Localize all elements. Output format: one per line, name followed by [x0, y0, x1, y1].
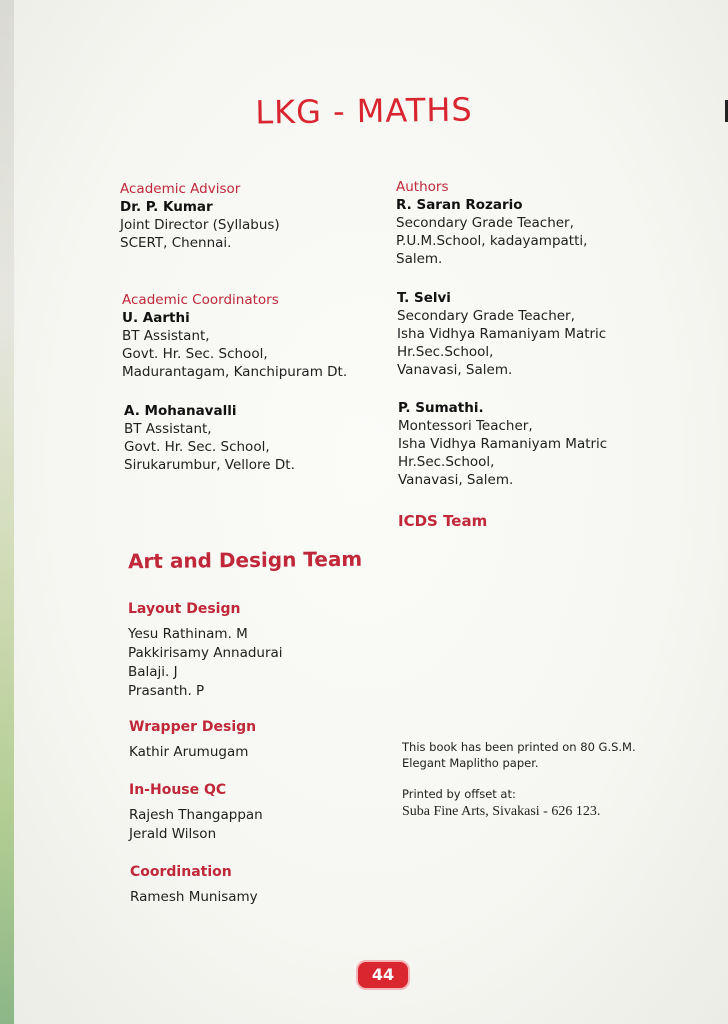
coordinator-name: U. Aarthi	[122, 310, 190, 326]
page-title: LKG - MATHS	[255, 90, 473, 132]
author-line: Isha Vidhya Ramaniyam Matric	[398, 436, 608, 452]
author-line: Vanavasi, Salem.	[398, 472, 514, 488]
author-line: Secondary Grade Teacher,	[396, 215, 574, 231]
advisor-line: SCERT, Chennai.	[120, 235, 232, 251]
author-line: Hr.Sec.School,	[398, 454, 495, 470]
coordinator-block	[124, 402, 295, 474]
coordinator-line: Govt. Hr. Sec. School,	[124, 439, 270, 455]
coordinator-name: A. Mohanavalli	[124, 403, 237, 419]
advisor-name: Dr. P. Kumar	[120, 199, 213, 215]
team-member: Balaji. J	[128, 664, 178, 680]
wrapper-design-heading: Wrapper Design	[129, 719, 257, 735]
book-spine-edge	[0, 0, 14, 1024]
coordination-heading: Coordination	[130, 864, 232, 880]
author-block	[398, 399, 607, 489]
author-name: R. Saran Rozario	[396, 197, 523, 213]
author-line: P.U.M.School, kadayampatti,	[396, 233, 588, 249]
author-line: Vanavasi, Salem.	[397, 362, 513, 378]
paper-info	[402, 739, 636, 771]
team-member: Pakkirisamy Annadurai	[128, 645, 283, 661]
paper-line: This book has been printed on 80 G.S.M.	[402, 740, 636, 754]
authors-heading: Authors	[396, 179, 449, 195]
icds-team-heading	[398, 512, 487, 530]
author-line: Isha Vidhya Ramaniyam Matric	[397, 326, 607, 342]
team-member: Prasanth. P	[128, 683, 205, 699]
layout-design-heading: Layout Design	[128, 601, 241, 617]
author-line: Salem.	[396, 251, 443, 267]
team-member: Rajesh Thangappan	[129, 807, 263, 823]
layout-design-block	[128, 600, 283, 701]
academic-coordinators-heading: Academic Coordinators	[122, 292, 279, 308]
printer-name: Suba Fine Arts, Sivakasi - 626 123.	[402, 804, 601, 819]
coordinator-line: Sirukarumbur, Vellore Dt.	[124, 457, 295, 473]
advisor-line: Joint Director (Syllabus)	[120, 217, 280, 233]
academic-advisor-heading: Academic Advisor	[120, 181, 241, 197]
author-line: Hr.Sec.School,	[397, 344, 494, 360]
in-house-qc-heading: In-House QC	[129, 782, 227, 798]
art-design-heading: Art and Design Team	[127, 546, 363, 574]
author-name: T. Selvi	[397, 290, 451, 306]
team-member: Ramesh Munisamy	[130, 889, 258, 905]
in-house-qc-block	[129, 781, 263, 844]
wrapper-design-block	[129, 718, 256, 762]
coordinator-line: Govt. Hr. Sec. School,	[122, 346, 268, 362]
author-line: Secondary Grade Teacher,	[397, 308, 575, 324]
coordination-block	[130, 863, 258, 907]
academic-advisor-block	[120, 180, 280, 252]
page-number-badge: 44	[358, 962, 408, 988]
authors-block	[396, 178, 587, 268]
paper-line: Elegant Maplitho paper.	[402, 756, 539, 770]
printer-info	[402, 786, 600, 820]
printed-by-label: Printed by offset at:	[402, 787, 516, 801]
icds-team-label: ICDS Team	[398, 512, 488, 530]
author-block	[397, 289, 606, 379]
author-line: Montessori Teacher,	[398, 418, 533, 434]
team-member: Jerald Wilson	[129, 826, 217, 842]
coordinator-line: Madurantagam, Kanchipuram Dt.	[122, 364, 348, 380]
team-member: Yesu Rathinam. M	[128, 626, 248, 642]
team-member: Kathir Arumugam	[129, 744, 249, 760]
coordinator-line: BT Assistant,	[122, 328, 210, 344]
author-name: P. Sumathi.	[398, 400, 484, 416]
coordinator-line: BT Assistant,	[124, 421, 212, 437]
academic-coordinators-block	[122, 291, 347, 381]
